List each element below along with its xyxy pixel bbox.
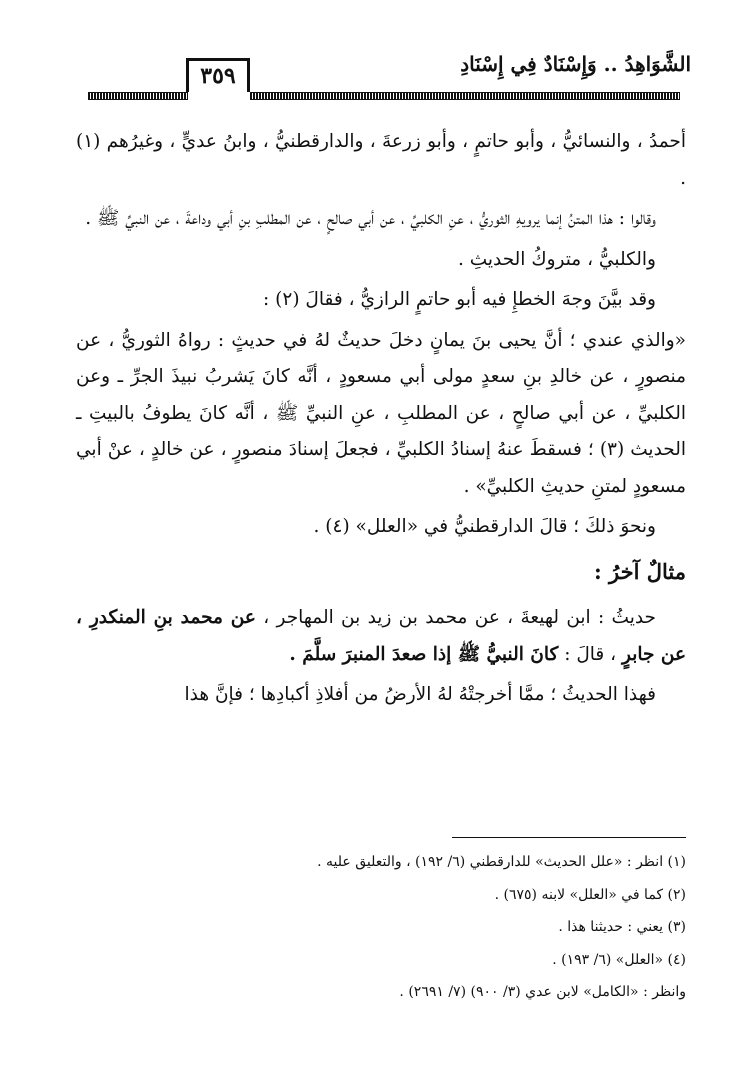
footnote-3: (٣) يعني : حديثنا هذا . bbox=[558, 919, 686, 935]
paragraph-1: أحمدُ ، والنسائيُّ ، وأبو حاتمٍ ، وأبو زرعةَ ، والدارقطنيُّ ، وابنُ عديٍّ ، وغيرُهم (١) . bbox=[76, 131, 686, 189]
footnote-5: وانظر : «الكامل» لابن عدي (٣/ ٩٠٠) (٧/ ٢٦٩١) . bbox=[399, 984, 686, 1000]
header-rule-left bbox=[88, 92, 188, 100]
paragraph-6: ونحوَ ذلكَ ؛ قالَ الدارقطنيُّ في «العلل» (٤) . bbox=[313, 516, 656, 537]
hadith-chain-bold: عن محمد بنِ المنكدرِ ، عن جابرٍ bbox=[76, 607, 686, 665]
paragraph-5-quote: «والذي عندي ؛ أنَّ يحيى بنَ يمانٍ دخلَ حديثٌ لهُ في حديثٍ : رواهُ الثوريُّ ، عن منصورٍ ، عن خالدِ بنِ سعدٍ مولى أبي مسعودٍ ، أنَّه كانَ يَشربُ نبيذَ الجرِّ ـ وعن الكلبيِّ ، عن أبي صالحٍ ، عن المطلبِ ، عنِ النبيِّ ﷺ ، أنَّه كانَ يطوفُ بالبيتِ ـ الحديث (٣) ؛ فسقطَ عنهُ إسنادُ الكلبيِّ ، فجعلَ إسنادَ منصورٍ ، عن خالدٍ ، عنْ أبي مسعودٍ لمتنِ حديثِ الكلبيِّ» . bbox=[76, 329, 686, 497]
footnote-1: (١) انظر : «علل الحديث» للدارقطني (٦/ ١٩٢) ، والتعليق عليه . bbox=[317, 854, 686, 870]
paragraph-8: فهذا الحديثُ ؛ ممَّا أخرجتْهُ لهُ الأرضُ من أفلاذِ أكبادِها ؛ فإنَّ هذا bbox=[184, 684, 656, 705]
running-title: الشَّوَاهِدُ .. وَإِسْنَادٌ فِي إِسْنَادِ bbox=[460, 52, 691, 76]
paragraph-2: وقالوا : هذا المتنُ إنما يرويهِ الثوريُّ ، عنِ الكلبيِّ ، عن أبي صالحٍ ، عن المطلبِ بنِ أبي وداعةَ ، عن النبيِّ ﷺ . bbox=[85, 208, 656, 229]
hadith-text: كانَ النبيُّ ﷺ إذا صعدَ المنبرَ سلَّمَ . bbox=[289, 643, 559, 665]
hadith-chain-plain: حديثُ : ابن لهيعةَ ، عن محمد بن زيد بن المهاجر ، bbox=[263, 607, 656, 628]
hadith-said: ، قالَ : bbox=[564, 643, 617, 665]
footnote-separator bbox=[452, 837, 686, 838]
paragraph-7 bbox=[76, 600, 686, 673]
page-number: ٣٥٩ bbox=[186, 58, 250, 92]
header-rule-right bbox=[250, 92, 680, 100]
main-text bbox=[76, 124, 686, 718]
footnote-4: (٤) «العلل» (٦/ ١٩٣) . bbox=[552, 951, 686, 968]
footnote-2: (٢) كما في «العلل» لابنه (٦٧٥) . bbox=[494, 886, 686, 903]
paragraph-3: والكلبيُّ ، متروكُ الحديثِ . bbox=[457, 248, 656, 270]
example-heading: مثالٌ آخرُ : bbox=[593, 558, 686, 584]
footnotes bbox=[90, 846, 686, 1009]
paragraph-4: وقد بيَّنَ وجهَ الخطإِ فيه أبو حاتمٍ الرازيُّ ، فقالَ (٢) : bbox=[263, 289, 656, 310]
